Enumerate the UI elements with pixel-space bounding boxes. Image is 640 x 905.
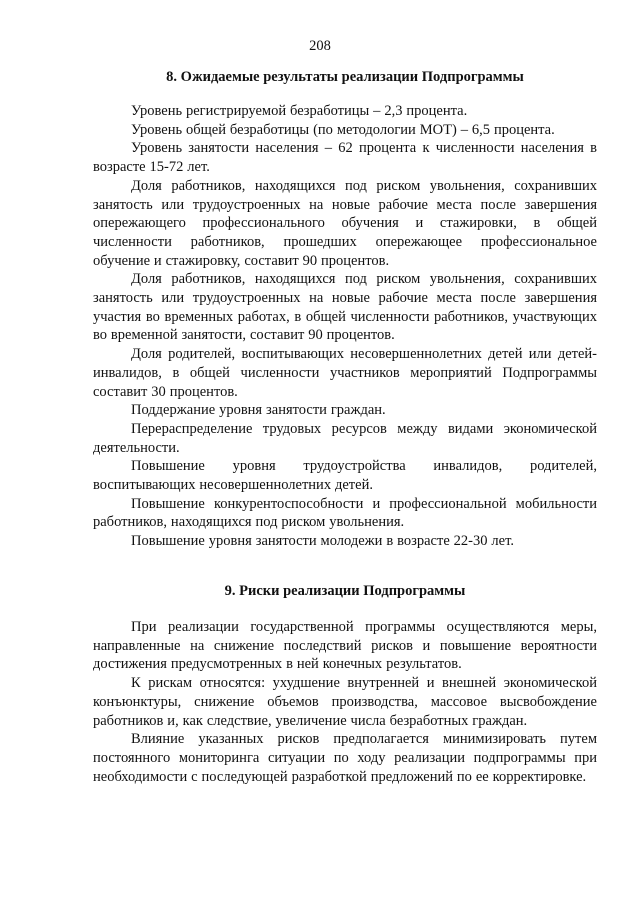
paragraph: Доля работников, находящихся под риском увольнения, сохранивших занятость или трудоустроенных на новые рабочие места после завершения опережающего профессионального обучения и стажировки, в общей численности работников, прошедших опережающее профессиональное обучение и стажировку, составит 90 процентов. [93,177,597,269]
paragraph: При реализации государственной программы осуществляются меры, направленные на снижение последствий рисков и повышение вероятности достижения предусмотренных в ней конечных результатов. [93,619,597,673]
section-title: 9. Риски реализации Подпрограммы [224,583,466,599]
paragraph: К рискам относятся: ухудшение внутренней и внешней экономической конъюнктуры, снижение объемов производства, массовое высвобождение работников и, как следствие, увеличение числа безработных граждан. [93,675,597,729]
section-risks [93,583,597,786]
paragraph: Доля работников, находящихся под риском увольнения, сохранивших занятость или трудоустроенных на новые рабочие места после завершения участия во временных работах, в общей численности работников, участвующих во временной занятости, составит 90 процентов. [93,271,597,344]
paragraph: Уровень общей безработицы (по методологии МОТ) – 6,5 процента. [131,121,555,138]
section-expected-results [93,69,597,551]
paragraph: Перераспределение трудовых ресурсов между видами экономической деятельности. [93,420,597,456]
paragraph: Повышение уровня трудоустройства инвалидов, родителей, воспитывающих несовершеннолетних детей. [93,458,597,494]
section-title: 8. Ожидаемые результаты реализации Подпрограммы [166,69,524,85]
section-body [93,102,597,551]
paragraph: Уровень регистрируемой безработицы – 2,3 процента. [131,103,468,119]
section-body [93,618,597,786]
paragraph: Уровень занятости населения – 62 процента к численности населения в возрасте 15-72 лет. [93,140,597,176]
paragraph: Влияние указанных рисков предполагается минимизировать путем постоянного мониторинга ситуации по ходу реализации подпрограммы при необходимости с последующей разработкой предложений по ее корректировке. [93,731,597,785]
page-number: 208 [309,38,331,54]
paragraph: Повышение уровня занятости молодежи в возрасте 22-30 лет. [131,533,514,550]
paragraph: Повышение конкурентоспособности и профессиональной мобильности работников, находящихся под риском увольнения. [93,495,597,531]
paragraph: Поддержание уровня занятости граждан. [131,402,386,419]
paragraph: Доля родителей, воспитывающих несовершеннолетних детей или детей-инвалидов, в общей численности участников мероприятий Подпрограммы составит 30 процентов. [93,346,597,400]
